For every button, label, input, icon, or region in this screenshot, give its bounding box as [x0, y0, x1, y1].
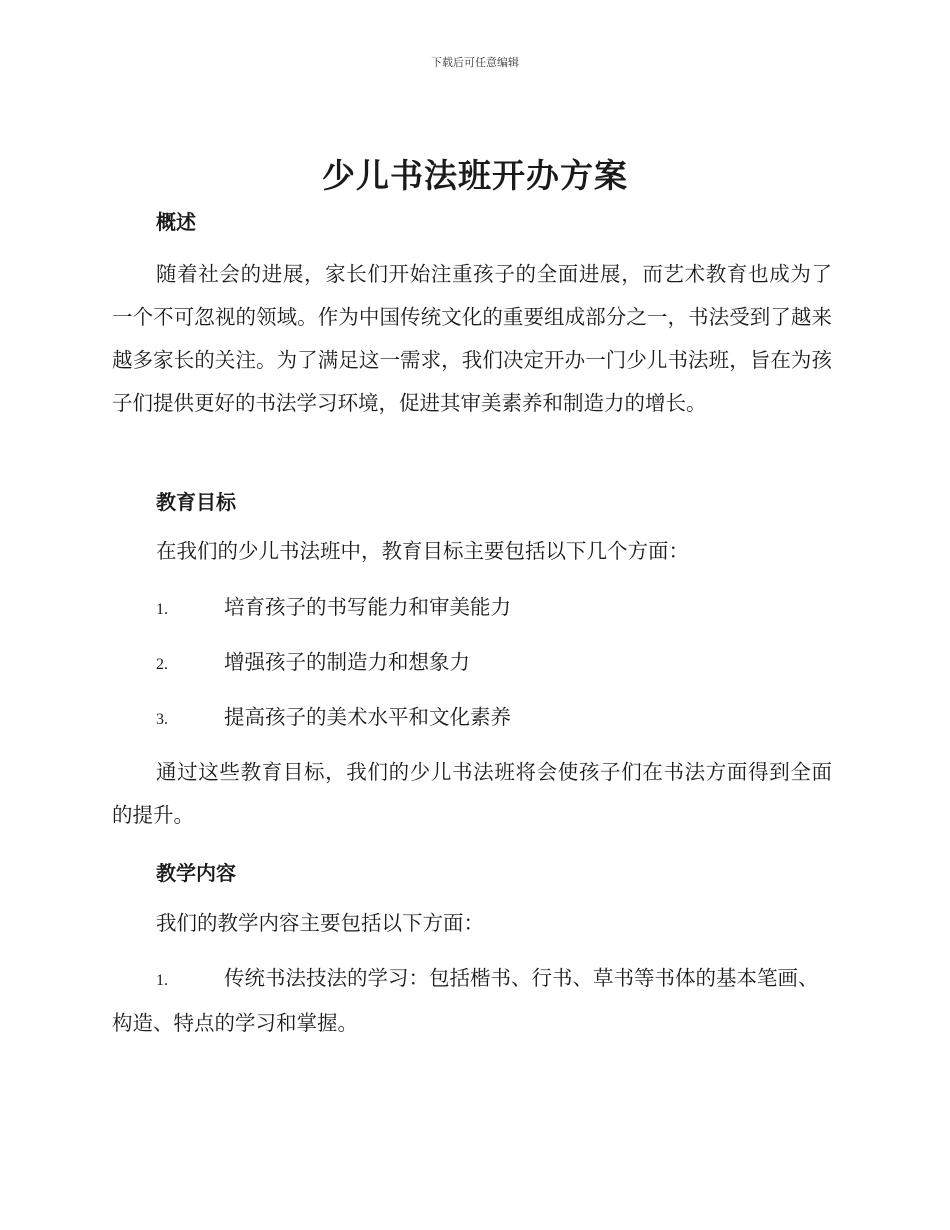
list-item-text: 提高孩子的美术水平和文化素养: [224, 705, 511, 729]
header-note: 下载后可任意编辑: [431, 56, 519, 69]
list-item: [112, 957, 832, 1045]
section-heading-goals: 教育目标: [156, 490, 236, 514]
list-number: 1.: [156, 972, 168, 989]
list-item: [156, 696, 511, 741]
list-number: 1.: [156, 601, 168, 618]
content-intro: 我们的教学内容主要包括以下方面：: [156, 911, 484, 935]
list-number: 3.: [156, 711, 168, 728]
goals-intro: 在我们的少儿书法班中，教育目标主要包括以下几个方面：: [156, 539, 689, 563]
list-item-text: 增强孩子的制造力和想象力: [224, 650, 470, 674]
section-heading-content: 教学内容: [156, 861, 236, 885]
list-item-text: 传统书法技法的学习：包括楷书、行书、草书等书体的基本笔画、构造、特点的学习和掌握。: [112, 966, 819, 1035]
list-item: [156, 641, 470, 686]
goals-conclusion: 通过这些教育目标，我们的少儿书法班将会使孩子们在书法方面得到全面的提升。: [112, 760, 832, 827]
section-heading-overview: 概述: [156, 210, 196, 234]
document-title: 少儿书法班开办方案: [322, 156, 628, 195]
list-item-text: 培育孩子的书写能力和审美能力: [224, 595, 511, 619]
list-number: 2.: [156, 656, 168, 673]
list-item: [156, 586, 511, 631]
overview-paragraph: 随着社会的进展，家长们开始注重孩子的全面进展，而艺术教育也成为了一个不可忽视的领域。作为中国传统文化的重要组成部分之一，书法受到了越来越多家长的关注。为了满足这一需求，我们决定开办一门少儿书法班，旨在为孩子们提供更好的书法学习环境，促进其审美素养和制造力的增长。: [112, 262, 832, 415]
